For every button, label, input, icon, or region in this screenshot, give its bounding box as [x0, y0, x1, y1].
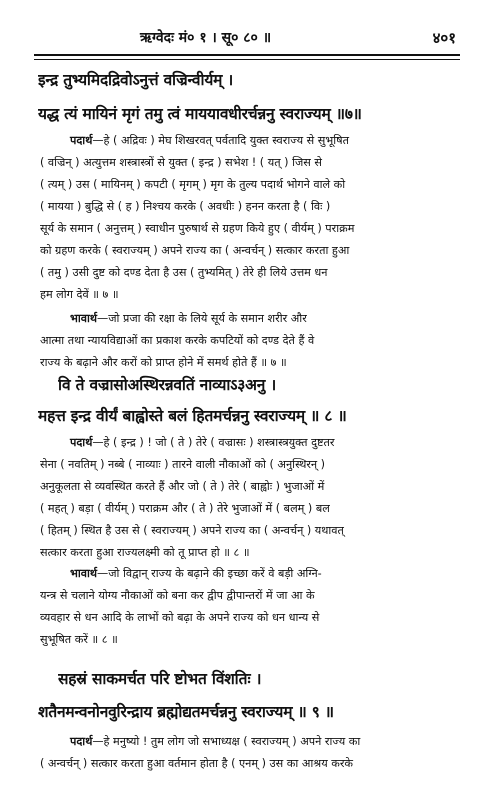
page-number: ४०१ [432, 29, 456, 47]
para-line: ( त्यम् ) उस ( मायिनम् ) कपटी ( मृगम् ) मृग के तुल्य पदार्थ भोगने वाले को [40, 178, 346, 191]
mantra-8-line-1: वि ते वज्रासोअस्थिरन्नवतिं नाव्याऽ३अनु । [58, 376, 277, 394]
para-line: —जो प्रजा की रक्षा के लिये सूर्य के समान शरीर और [97, 312, 307, 325]
bhavartha-label: भावार्थ [70, 567, 98, 580]
padartha-7 [40, 130, 458, 306]
running-header [40, 28, 456, 50]
para-line: व्यवहार से धन आदि के लाभों को बढ़ा के अपने राज्य को धन धान्य से [40, 611, 320, 624]
bhavartha-label: भावार्थ [70, 312, 98, 325]
padartha-label: पदार्थ [70, 735, 93, 748]
para-line: राज्य के बढ़ाने और करों को प्राप्त होने में समर्थ होते हैं ॥ ७ ॥ [40, 356, 287, 369]
bhavartha-8 [40, 563, 458, 651]
para-line: —हे ( अद्रिवः ) मेघ शिखरवत् पर्वतादि युक्त स्वराज्य से सुभूषित [92, 134, 349, 147]
para-line: अनुकूलता से व्यवस्थित करते हैं और जो ( ते ) तेरे ( बाह्वोः ) भुजाओं में [40, 480, 325, 493]
bhavartha-7 [40, 308, 458, 374]
para-line: ( महत् ) बड़ा ( वीर्यम् ) पराक्रम और ( ते ) तेरे भुजाओं में ( बलम् ) बल [40, 502, 330, 515]
padartha-8 [40, 432, 458, 564]
mantra-7-line-2: यद्ध त्यं मायिनं मृगं तमु त्वं माययावधीरर्चन्ननु स्वराज्यम् ॥७॥ [38, 105, 362, 123]
para-line: —जो विद्वान् राज्य के बढ़ाने की इच्छा करें वे बड़ी अग्नि- [97, 567, 322, 580]
para-line: को ग्रहण करके ( स्वराज्यम् ) अपने राज्य का ( अन्वर्चन् ) सत्कार करता हुआ [40, 244, 350, 257]
mantra-8-line-2: महत्त इन्द्र वीर्यं बाह्वोस्ते बलं हितमर्चन्ननु स्वराज्यम् ॥ ८ ॥ [38, 407, 347, 425]
mantra-9-line-1: सहस्रं साकमर्चत परि ष्टोभत विंशतिः । [58, 670, 262, 688]
mantra-7-line-1: इन्द्र तुभ्यमिदद्रिवोऽनुत्तं वज्रिन्वीर्यम् । [38, 71, 234, 89]
header-rule-thin [34, 59, 460, 60]
mantra-9-line-2: शतैनमन्वनोनवुरिन्द्राय ब्रह्मोद्यतमर्चन्ननु स्वराज्यम् ॥ ९ ॥ [38, 703, 334, 721]
padartha-label: पदार्थ [70, 134, 93, 147]
para-line: ( वज्रिन् ) अत्युत्तम शस्त्रास्त्रों से युक्त ( इन्द्र ) सभेश ! ( यत् ) जिस से [40, 156, 322, 169]
header-rule [34, 54, 460, 56]
padartha-label: पदार्थ [70, 436, 93, 449]
para-line: —हे मनुष्यो ! तुम लोग जो सभाध्यक्ष ( स्वराज्यम् ) अपने राज्य का [92, 735, 361, 748]
para-line: ( मायया ) बुद्धि से ( ह ) निश्चय करके ( अवधीः ) हनन करता है ( विः ) [40, 200, 331, 213]
para-line: सुभूषित करें ॥ ८ ॥ [40, 633, 118, 646]
para-line: सूर्य के समान ( अनुत्तम् ) स्वाधीन पुरुषार्थ से ग्रहण किये हुए ( वीर्यम् ) पराक्रम [40, 222, 355, 235]
para-line: आत्मा तथा न्यायविद्याओं का प्रकाश करके कपटियों को दण्ड देते हैं वे [40, 334, 315, 347]
para-line: ( तमु ) उसी दुष्ट को दण्ड देता है उस ( तुभ्यमित् ) तेरे ही लिये उत्तम धन [40, 266, 328, 279]
para-line: ( अन्वर्चन् ) सत्कार करता हुआ वर्तमान होता है ( एनम् ) उस का आश्रय करके [40, 757, 354, 770]
para-line: सत्कार करता हुआ राज्यलक्ष्मी को तू प्राप्त हो ॥ ८ ॥ [40, 546, 250, 559]
para-line: —हे ( इन्द्र ) ! जो ( ते ) तेरे ( वज्रासः ) शस्त्रास्त्रयुक्त दुष्टतर [92, 436, 335, 449]
para-line: हम लोग देवें ॥ ७ ॥ [40, 288, 119, 301]
para-line: सेना ( नवतिम् ) नब्बे ( नाव्याः ) तारने वाली नौकाओं को ( अनुस्थिरन् ) [40, 458, 326, 471]
padartha-9 [40, 731, 458, 775]
para-line: यन्त्र से चलाने योग्य नौकाओं को बना कर द्वीप द्वीपान्तरों में जा आ के [40, 589, 315, 602]
para-line: ( हितम् ) स्थित है उस से ( स्वराज्यम् ) अपने राज्य का ( अन्वर्चन् ) यथावत् [40, 524, 344, 537]
header-title: ऋग्वेदः मं० १ । सू० ८० ॥ [140, 30, 272, 46]
